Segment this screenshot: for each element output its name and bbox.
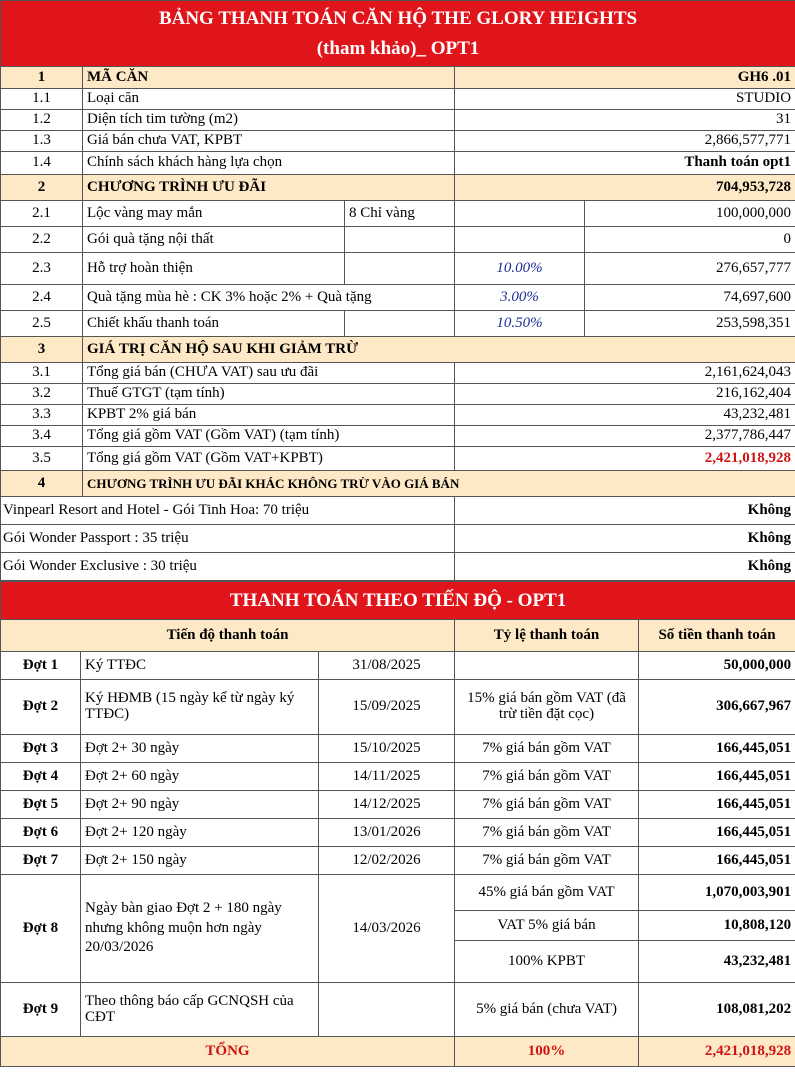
table-row: Đợt 8 Ngày bàn giao Đợt 2 + 180 ngày nhưng không muộn hơn ngày 20/03/2026 14/03/2026 45% giá bán gồm VAT 1,070,003,901 — [1, 875, 795, 911]
header-progress: Tiến độ thanh toán — [1, 620, 455, 652]
table-row: 3.4 Tổng giá gồm VAT (Gồm VAT) (tạm tính) 2,377,786,447 — [1, 426, 795, 447]
table-row: Vinpearl Resort and Hotel - Gói Tinh Hoa: 70 triệu Không — [1, 497, 795, 525]
table-row: 2.2 Gói quà tặng nội thất 0 — [1, 227, 795, 253]
total-amount: 2,421,018,928 — [639, 1037, 795, 1067]
table-row: 2.3 Hỗ trợ hoàn thiện 10.00% 276,657,777 — [1, 253, 795, 285]
section-label: MÃ CĂN — [83, 67, 455, 89]
table-row: Gói Wonder Passport : 35 triệu Không — [1, 525, 795, 553]
grand-total-value: 2,421,018,928 — [455, 447, 795, 471]
table-row: Đợt 3 Đợt 2+ 30 ngày 15/10/2025 7% giá bán gồm VAT 166,445,051 — [1, 735, 795, 763]
section-2-header: 2 CHƯƠNG TRÌNH ƯU ĐÃI 704,953,728 — [1, 175, 795, 201]
table-row: Đợt 1 Ký TTĐC 31/08/2025 50,000,000 — [1, 652, 795, 680]
total-row: TỔNG 100% 2,421,018,928 — [1, 1037, 795, 1067]
title-line-1: BẢNG THANH TOÁN CĂN HỘ THE GLORY HEIGHTS — [158, 7, 638, 29]
header-amount: Số tiền thanh toán — [639, 620, 795, 652]
section-3-header: 3 GIÁ TRỊ CĂN HỘ SAU KHI GIẢM TRỪ — [1, 337, 795, 363]
table-row: 2.5 Chiết khấu thanh toán 10.50% 253,598,351 — [1, 311, 795, 337]
unit-code: GH6 .01 — [455, 67, 795, 89]
payment-schedule-table — [0, 581, 795, 1067]
section-4-header: 4 CHƯƠNG TRÌNH ƯU ĐÃI KHÁC KHÔNG TRỪ VÀO GIÁ BÁN — [1, 471, 795, 497]
table-row: Đợt 7 Đợt 2+ 150 ngày 12/02/2026 7% giá bán gồm VAT 166,445,051 — [1, 847, 795, 875]
table-row: 3.1 Tổng giá bán (CHƯA VAT) sau ưu đãi 2,161,624,043 — [1, 363, 795, 384]
schedule-title: THANH TOÁN THEO TIẾN ĐỘ - OPT1 — [1, 582, 795, 620]
table-row: VAT 5% giá bán 10,808,120 — [1, 911, 795, 941]
table-row: 2.1 Lộc vàng may mắn 8 Chỉ vàng 100,000,000 — [1, 201, 795, 227]
table-row: Đợt 2 Ký HĐMB (15 ngày kể từ ngày ký TTĐC) 15/09/2025 15% giá bán gồm VAT (đã trừ tiền đặt cọc) 306,667,967 — [1, 680, 795, 735]
table-row: Đợt 6 Đợt 2+ 120 ngày 13/01/2026 7% giá bán gồm VAT 166,445,051 — [1, 819, 795, 847]
table-row: Đợt 4 Đợt 2+ 60 ngày 14/11/2025 7% giá bán gồm VAT 166,445,051 — [1, 763, 795, 791]
table-row: 3.2 Thuế GTGT (tạm tính) 216,162,404 — [1, 384, 795, 405]
table-row: 1.4 Chính sách khách hàng lựa chọn Thanh toán opt1 — [1, 152, 795, 175]
page-title — [1, 1, 795, 67]
table-row: 100% KPBT 43,232,481 — [1, 941, 795, 983]
table-row: Gói Wonder Exclusive : 30 triệu Không — [1, 553, 795, 581]
table-row: 1.3 Giá bán chưa VAT, KPBT 2,866,577,771 — [1, 131, 795, 152]
section-1-header — [1, 67, 795, 89]
row-number: 1 — [1, 67, 83, 89]
table-row: 3.5 Tổng giá gồm VAT (Gồm VAT+KPBT) 2,421,018,928 — [1, 447, 795, 471]
table-row: 2.4 Quà tặng mùa hè : CK 3% hoặc 2% + Quà tặng 3.00% 74,697,600 — [1, 285, 795, 311]
table-row: 3.3 KPBT 2% giá bán 43,232,481 — [1, 405, 795, 426]
header-ratio: Tỷ lệ thanh toán — [455, 620, 639, 652]
table-row: Đợt 5 Đợt 2+ 90 ngày 14/12/2025 7% giá bán gồm VAT 166,445,051 — [1, 791, 795, 819]
title-line-2: (tham khảo)_ OPT1 — [316, 37, 480, 59]
table-row: 1.2 Diện tích tim tường (m2) 31 — [1, 110, 795, 131]
table-row: 1.1 Loại căn STUDIO — [1, 89, 795, 110]
table-row: Đợt 9 Theo thông báo cấp GCNQSH của CĐT 5% giá bán (chưa VAT) 108,081,202 — [1, 983, 795, 1037]
